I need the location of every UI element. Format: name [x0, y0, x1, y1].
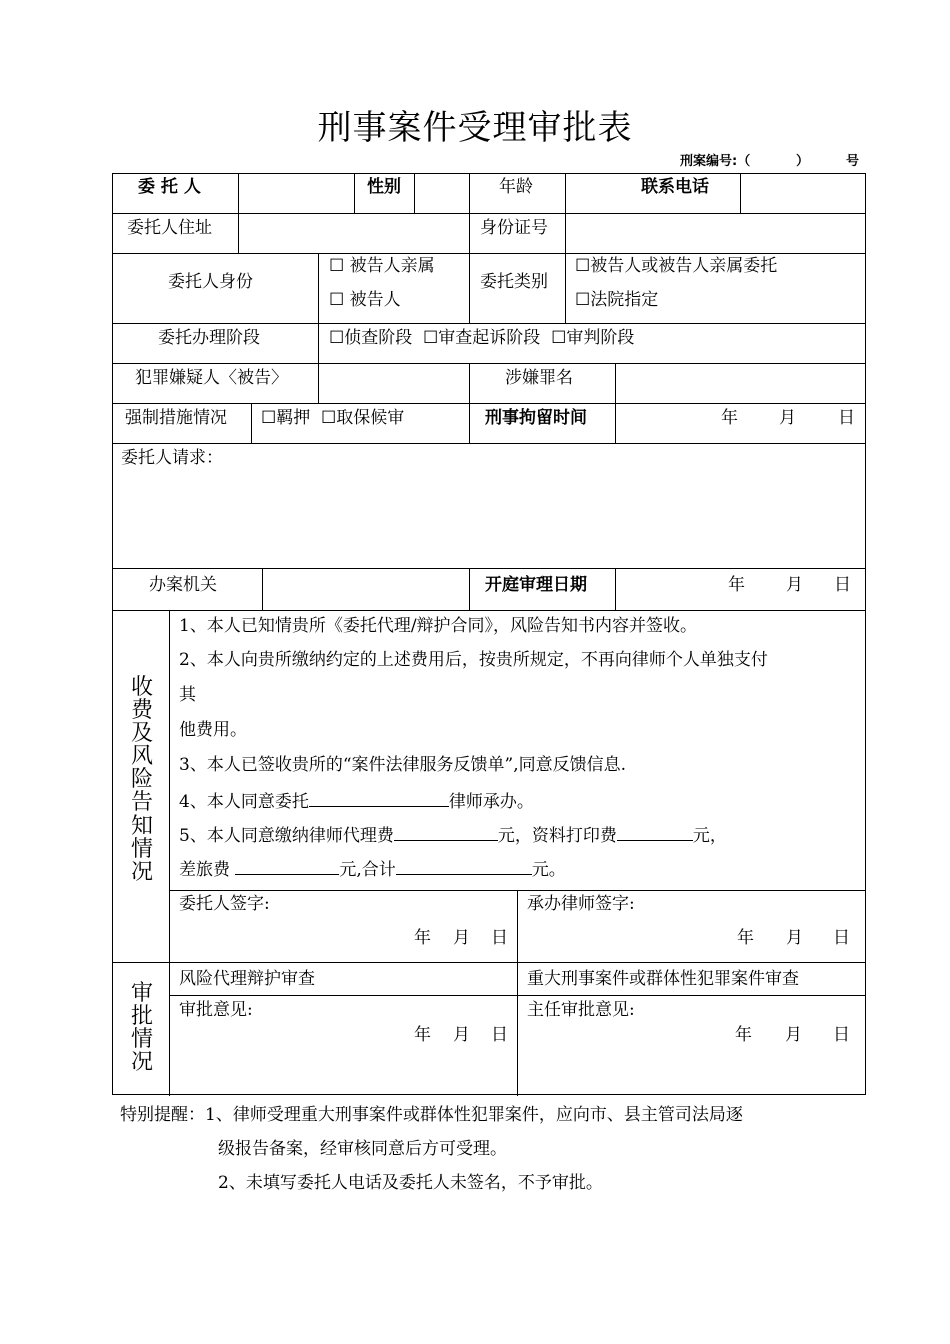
client-signature-label: 委托人签字: — [179, 894, 270, 914]
client-request-label: 委托人请求： — [121, 448, 223, 468]
approval-form-table — [112, 173, 866, 1095]
director-opinion-label: 主任审批意见: — [527, 1000, 635, 1020]
lawyer-name-blank[interactable] — [309, 792, 449, 807]
col-divider — [469, 253, 470, 324]
col-divider — [469, 213, 470, 254]
row-divider — [113, 568, 865, 569]
col-divider — [517, 962, 518, 1096]
address-label: 委托人住址 — [127, 218, 212, 238]
lawyer-sign-month: 月 — [786, 928, 803, 948]
identity-option-defendant[interactable]: ☐ 被告人 — [329, 290, 401, 310]
client-sign-day: 日 — [491, 928, 508, 948]
approval-section-heading: 审 批 情 况 — [130, 981, 153, 1076]
reminder-line-1: 特别提醒：1、律师受理重大刑事案件或群体性犯罪案件，应向市、县主管司法局逐 — [120, 1105, 743, 1125]
col-divider — [469, 174, 470, 214]
director-month: 月 — [785, 1025, 802, 1045]
age-label: 年龄 — [499, 177, 533, 197]
phone-label: 联系电话 — [641, 177, 709, 197]
reminder-line-2: 级报告备案，经审核同意后方可受理。 — [218, 1139, 507, 1159]
type-option-court[interactable]: ☐法院指定 — [575, 290, 659, 310]
identity-label: 委托人身份 — [168, 272, 253, 292]
suspect-label: 犯罪嫌疑人〈被告〉 — [135, 368, 288, 388]
travel-fee-blank[interactable] — [235, 860, 339, 875]
col-divider — [565, 253, 566, 324]
notice-item-2-wrap: 其 — [179, 685, 196, 705]
total-fee-blank[interactable] — [396, 860, 532, 875]
director-year: 年 — [735, 1025, 752, 1045]
trial-date-label: 开庭审理日期 — [485, 575, 587, 595]
case-number — [680, 150, 860, 168]
col-divider — [318, 323, 319, 364]
col-divider — [251, 403, 252, 444]
row-divider — [113, 962, 865, 963]
notice-item-4-end: 律师承办。 — [448, 792, 534, 812]
approval-day: 日 — [491, 1025, 508, 1045]
col-divider — [469, 403, 470, 444]
col-divider — [354, 174, 355, 214]
trial-day: 日 — [834, 575, 851, 595]
row-divider — [113, 403, 865, 404]
major-review-label: 重大刑事案件或群体性犯罪案件审查 — [527, 969, 799, 989]
col-divider — [565, 213, 566, 254]
trial-month: 月 — [786, 575, 803, 595]
agency-label: 办案机关 — [149, 575, 217, 595]
stage-label: 委托办理阶段 — [158, 328, 260, 348]
client-label: 委 托 人 — [138, 177, 201, 197]
notice-item-5 — [179, 826, 727, 845]
case-number-suffix: 号 — [846, 154, 860, 169]
detention-month: 月 — [779, 408, 796, 428]
notice-section-heading: 收 费 及 风 险 告 知 情 况 — [130, 675, 153, 885]
total-label: 元,合计 — [339, 860, 396, 880]
measure-options[interactable]: ☐羁押 ☐取保候审 — [261, 408, 405, 428]
stage-options[interactable]: ☐侦查阶段 ☐审查起诉阶段 ☐审判阶段 — [329, 328, 635, 348]
lawyer-signature-label: 承办律师签字: — [527, 894, 635, 914]
charge-label: 涉嫌罪名 — [505, 368, 573, 388]
approval-month: 月 — [453, 1025, 470, 1045]
row-divider — [113, 610, 865, 611]
col-divider — [740, 174, 741, 214]
section-divider — [169, 610, 170, 1096]
col-divider — [469, 568, 470, 611]
notice-item-3: 3、本人已签收贵所的“案件法律服务反馈单”,同意反馈信息. — [179, 755, 627, 775]
detention-time-label: 刑事拘留时间 — [485, 408, 587, 428]
type-option-client[interactable]: ☐被告人或被告人亲属委托 — [575, 256, 778, 276]
lawyer-sign-year: 年 — [737, 928, 754, 948]
notice-item-5-end: 元， — [692, 826, 727, 846]
row-divider — [113, 253, 865, 254]
col-divider — [615, 403, 616, 444]
trial-year: 年 — [728, 575, 745, 595]
col-divider — [517, 890, 518, 963]
col-divider — [238, 174, 239, 214]
notice-item-2: 2、本人向贵所缴纳约定的上述费用后，按贵所规定，不再向律师个人单独支付 — [179, 650, 768, 670]
notice-item-5-text: 5、本人同意缴纳律师代理费 — [179, 826, 394, 846]
id-number-label: 身份证号 — [480, 218, 548, 238]
agency-fee-blank[interactable] — [394, 826, 498, 841]
client-sign-year: 年 — [414, 928, 431, 948]
gender-label: 性别 — [367, 177, 401, 197]
row-divider — [113, 213, 865, 214]
col-divider — [414, 174, 415, 214]
row-divider — [113, 363, 865, 364]
notice-item-2-cont: 他费用。 — [179, 720, 247, 740]
col-divider — [238, 213, 239, 254]
director-day: 日 — [833, 1025, 850, 1045]
col-divider — [615, 363, 616, 404]
col-divider — [469, 363, 470, 404]
commission-type-label: 委托类别 — [480, 272, 548, 292]
client-sign-month: 月 — [453, 928, 470, 948]
col-divider — [565, 174, 566, 214]
form-title: 刑事案件受理审批表 — [317, 108, 633, 148]
col-divider — [318, 253, 319, 324]
notice-item-4 — [179, 792, 534, 811]
case-number-close: ） — [796, 154, 810, 169]
identity-option-relative[interactable]: ☐ 被告人亲属 — [329, 256, 435, 276]
notice-item-4-text: 4、本人同意委托 — [179, 792, 309, 812]
detention-day: 日 — [838, 408, 855, 428]
approval-opinion-label: 审批意见: — [179, 1000, 253, 1020]
row-divider — [113, 443, 865, 444]
measures-label: 强制措施情况 — [125, 408, 227, 428]
col-divider — [615, 568, 616, 611]
lawyer-sign-day: 日 — [833, 928, 850, 948]
reminder-line-3: 2、未填写委托人电话及委托人未签名，不予审批。 — [218, 1173, 603, 1193]
printing-fee-blank[interactable] — [617, 826, 693, 841]
col-divider — [318, 363, 319, 404]
col-divider — [262, 568, 263, 611]
row-divider — [113, 323, 865, 324]
total-end: 元。 — [531, 860, 566, 880]
detention-year: 年 — [721, 408, 738, 428]
risk-review-label: 风险代理辩护审查 — [179, 969, 315, 989]
notice-item-5-travel — [179, 860, 566, 879]
case-number-label: 刑案编号:（ — [680, 154, 751, 169]
notice-item-5-mid: 元，资料打印费 — [497, 826, 617, 846]
approval-year: 年 — [414, 1025, 431, 1045]
travel-fee-label: 差旅费 — [179, 860, 236, 880]
notice-item-1: 1、本人已知情贵所《委托代理/辩护合同》，风险告知书内容并签收。 — [179, 616, 698, 636]
